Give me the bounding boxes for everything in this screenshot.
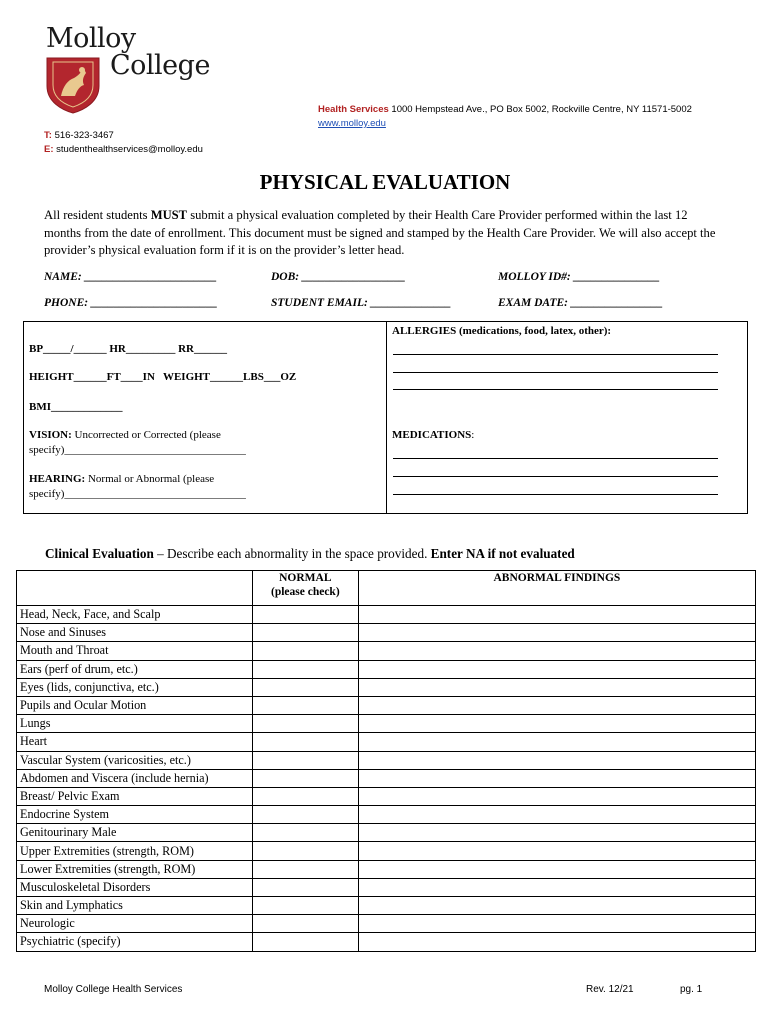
system-label: Neurologic [17,915,253,933]
table-row [17,787,756,805]
normal-check-cell[interactable] [252,915,358,933]
system-label: Pupils and Ocular Motion [17,696,253,714]
vitals-divider [386,322,387,513]
normal-check-cell[interactable] [252,806,358,824]
phone-number: 516-323-3467 [54,130,114,141]
clinical-evaluation-table [16,570,756,952]
normal-check-cell[interactable] [252,842,358,860]
name-field[interactable]: NAME: _______________________ [44,271,217,283]
normal-check-cell[interactable] [252,606,358,624]
table-row [17,878,756,896]
normal-check-cell[interactable] [252,751,358,769]
table-row [17,806,756,824]
table-row [17,933,756,951]
abnormal-findings-cell[interactable] [358,751,755,769]
table-row [17,606,756,624]
header-system [17,571,253,606]
intro-paragraph [44,207,720,260]
abnormal-findings-cell[interactable] [358,842,755,860]
medications-label-text: MEDICATIONS [392,429,472,441]
system-label: Nose and Sinuses [17,624,253,642]
bmi-field[interactable]: BMI_____________ [29,401,123,413]
abnormal-findings-cell[interactable] [358,878,755,896]
normal-check-cell[interactable] [252,715,358,733]
vision-label: VISION: [29,429,72,441]
abnormal-findings-cell[interactable] [358,733,755,751]
header-normal-line2: (please check) [270,586,340,598]
allergies-line-2[interactable] [393,372,718,373]
footer-page-number: pg. 1 [680,984,703,995]
system-label: Heart [17,733,253,751]
system-label: Breast/ Pelvic Exam [17,787,253,805]
medications-line-3[interactable] [393,494,718,495]
abnormal-findings-cell[interactable] [358,678,755,696]
intro-text-2: submit a physical evaluation completed by their Health Care Provider performed within the last 12 months from the date of enrollment. This document must be signed and stamped by the Health Care Provider. We will also accept the provider’s physical evaluation form if it is on the provider’s letter head. [44,208,716,257]
normal-check-cell[interactable] [252,678,358,696]
normal-check-cell[interactable] [252,624,358,642]
vitals-box [23,321,748,514]
table-row [17,678,756,696]
table-row [17,915,756,933]
header-address-line [318,104,692,115]
footer-revision: Rev. 12/21 [586,984,634,995]
email-address: studenthealthservices@molloy.edu [56,144,203,155]
bp-hr-rr-field[interactable]: BP_____/______ HR_________ RR______ [29,343,227,355]
hearing-field[interactable] [29,473,214,485]
abnormal-findings-cell[interactable] [358,915,755,933]
normal-check-cell[interactable] [252,787,358,805]
address: 1000 Hempstead Ave., PO Box 5002, Rockville Centre, NY 11571-5002 [391,104,692,115]
system-label: Musculoskeletal Disorders [17,878,253,896]
system-label: Lungs [17,715,253,733]
phone-line [44,130,114,141]
allergies-line-1[interactable] [393,354,718,355]
dob-field[interactable]: DOB: __________________ [271,271,406,283]
abnormal-findings-cell[interactable] [358,824,755,842]
table-row [17,715,756,733]
abnormal-findings-cell[interactable] [358,860,755,878]
normal-check-cell[interactable] [252,696,358,714]
system-label: Head, Neck, Face, and Scalp [17,606,253,624]
clinical-heading-title: Clinical Evaluation [45,546,154,561]
dept-name: Health Services [318,104,389,115]
clinical-heading-text: – Describe each abnormality in the space provided. [153,546,431,561]
crest-icon [44,56,102,114]
system-label: Psychiatric (specify) [17,933,253,951]
normal-check-cell[interactable] [252,933,358,951]
normal-check-cell[interactable] [252,769,358,787]
table-row [17,696,756,714]
phone-label: T: [44,130,52,141]
abnormal-findings-cell[interactable] [358,715,755,733]
hearing-specify[interactable]: specify)_________________________________ [29,488,246,500]
abnormal-findings-cell[interactable] [358,624,755,642]
intro-must: MUST [150,208,188,222]
normal-check-cell[interactable] [252,733,358,751]
medications-label [392,429,474,441]
molloy-id-field[interactable]: MOLLOY ID#: _______________ [498,271,660,283]
abnormal-findings-cell[interactable] [358,933,755,951]
medications-line-2[interactable] [393,476,718,477]
header-abnormal: ABNORMAL FINDINGS [358,571,755,606]
footer-left: Molloy College Health Services [44,984,183,995]
normal-check-cell[interactable] [252,824,358,842]
email-label: E: [44,144,54,155]
table-row [17,733,756,751]
allergies-label: ALLERGIES (medications, food, latex, other): [392,325,612,337]
hearing-text: Normal or Abnormal (please [85,473,215,485]
system-label: Skin and Lymphatics [17,897,253,915]
table-row [17,751,756,769]
page-title: PHYSICAL EVALUATION [259,170,511,194]
abnormal-findings-cell[interactable] [358,606,755,624]
abnormal-findings-cell[interactable] [358,660,755,678]
normal-check-cell[interactable] [252,642,358,660]
normal-check-cell[interactable] [252,878,358,896]
clinical-heading [45,546,575,562]
phone-field[interactable]: PHONE: ______________________ [44,297,218,309]
college-logo [44,23,234,116]
intro-text-1: All resident students [44,208,151,222]
logo-molloy: Molloy [46,23,136,54]
header-normal [252,571,358,606]
abnormal-findings-cell[interactable] [358,806,755,824]
table-row [17,897,756,915]
hearing-label: HEARING: [29,473,86,485]
email-line [44,144,203,155]
table-row [17,624,756,642]
abnormal-findings-cell[interactable] [358,897,755,915]
abnormal-findings-cell[interactable] [358,642,755,660]
medications-colon: : [471,429,475,441]
vision-field[interactable] [29,429,221,441]
table-row [17,824,756,842]
vision-text: Uncorrected or Corrected (please [71,429,221,441]
normal-check-cell[interactable] [252,860,358,878]
table-row [17,769,756,787]
vision-specify[interactable]: specify)_________________________________ [29,444,246,456]
abnormal-findings-cell[interactable] [358,769,755,787]
system-label: Eyes (lids, conjunctiva, etc.) [17,678,253,696]
system-label: Vascular System (varicosities, etc.) [17,751,253,769]
header-normal-line1: NORMAL [279,572,332,584]
table-row [17,660,756,678]
system-label: Mouth and Throat [17,642,253,660]
abnormal-findings-cell[interactable] [358,696,755,714]
height-weight-field[interactable]: HEIGHT______FT____IN WEIGHT______LBS___OZ [29,371,297,383]
table-row [17,860,756,878]
system-label: Abdomen and Viscera (include hernia) [17,769,253,787]
student-email-field[interactable]: STUDENT EMAIL: ______________ [271,297,452,309]
system-label: Genitourinary Male [17,824,253,842]
system-label: Upper Extremities (strength, ROM) [17,842,253,860]
table-header-row [17,571,756,606]
website-link[interactable]: www.molloy.edu [318,118,386,129]
clinical-heading-na: Enter NA if not evaluated [430,546,575,561]
system-label: Lower Extremities (strength, ROM) [17,860,253,878]
system-label: Ears (perf of drum, etc.) [17,660,253,678]
medications-line-1[interactable] [393,458,718,459]
exam-date-field[interactable]: EXAM DATE: ________________ [498,297,663,309]
system-label: Endocrine System [17,806,253,824]
logo-college: College [110,50,210,81]
table-row [17,842,756,860]
normal-check-cell[interactable] [252,660,358,678]
allergies-line-3[interactable] [393,389,718,390]
abnormal-findings-cell[interactable] [358,787,755,805]
normal-check-cell[interactable] [252,897,358,915]
table-row [17,642,756,660]
